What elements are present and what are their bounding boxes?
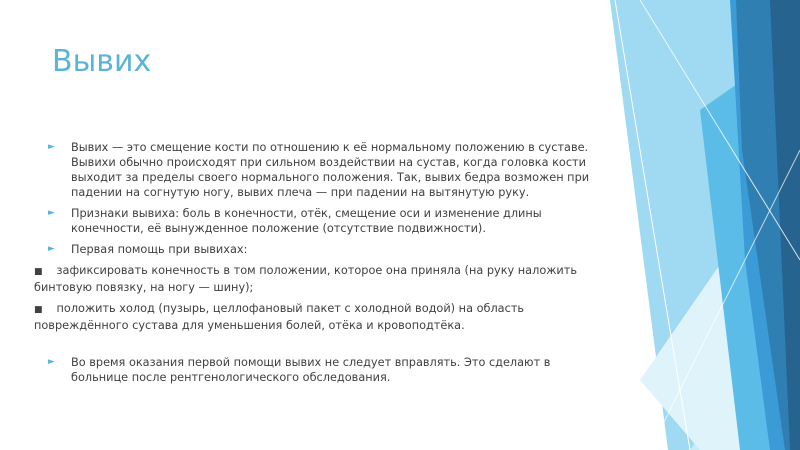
square-bullet-icon: ■ [34, 267, 43, 277]
paragraph-first-aid-heading [34, 242, 594, 257]
paragraph-warning [34, 355, 594, 385]
paragraph-text: зафиксировать конечность в том положении, которое она приняла (на руку наложить бинтовую повязку, на ногу — шину); [34, 264, 577, 294]
paragraph-cold-step [34, 301, 594, 333]
bullet-arrow-icon: ► [48, 142, 55, 152]
slide-title: Вывих [52, 44, 152, 79]
slide-body [34, 140, 594, 385]
bullet-arrow-icon: ► [48, 244, 55, 254]
paragraph-definition [34, 140, 594, 200]
paragraph-fixation-step [34, 263, 594, 295]
paragraph-text: Во время оказания первой помощи вывих не следует вправлять. Это сделают в больнице после рентгенологического обследования. [71, 356, 551, 384]
bullet-arrow-icon: ► [48, 357, 55, 367]
paragraph-text: Признаки вывиха: боль в конечности, отёк, смещение оси и изменение длины конечности, её вынужденное положение (отсутствие подвижности). [71, 207, 542, 235]
paragraph-text: Первая помощь при вывихах: [71, 243, 248, 256]
paragraph-text: положить холод (пузырь, целлофановый пакет с холодной водой) на область повреждённого сустава для уменьшения болей, отёка и кровоподтёка. [34, 302, 525, 332]
paragraph-symptoms [34, 206, 594, 236]
bullet-arrow-icon: ► [48, 208, 55, 218]
square-bullet-icon: ■ [34, 305, 43, 315]
paragraph-text: Вывих — это смещение кости по отношению к её нормальному положению в суставе. Вывихи обычно происходят при сильном воздействии на сустав, когда головка кости выходит за пределы своего нормального положения. Так, вывих бедра возможен при падении на согнутую ногу, вывих плеча — при падении на вытянутую руку. [71, 141, 590, 199]
